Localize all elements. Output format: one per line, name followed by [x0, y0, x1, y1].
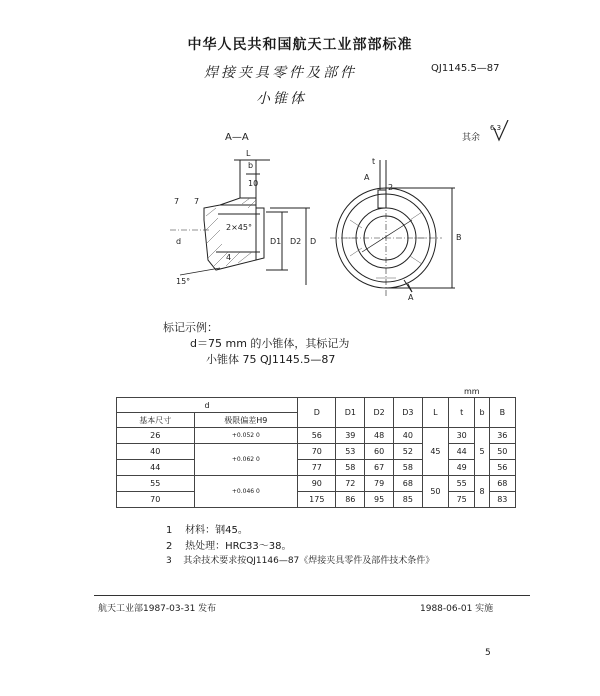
effective-date: 1988-06-01 实施: [420, 604, 494, 614]
header-col: t: [449, 398, 475, 428]
dim-seven-b: 7: [194, 197, 200, 206]
table-row: [117, 492, 516, 508]
cell-D3: 85: [393, 492, 422, 508]
cell-D1: 58: [336, 460, 365, 476]
cell-tol: +0.046 0: [194, 476, 298, 508]
header-col: D3: [393, 398, 422, 428]
cell-D1: 72: [336, 476, 365, 492]
cell-D: 175: [298, 492, 336, 508]
dim-b-right: B: [456, 233, 462, 242]
cell-D2: 60: [365, 444, 394, 460]
cell-t: 75: [449, 492, 475, 508]
cell-L: 45: [422, 428, 448, 476]
note-text: 材料：钢45。: [185, 525, 248, 536]
cell-t: 55: [449, 476, 475, 492]
cell-tol: +0.052 0: [194, 428, 298, 444]
dim-d2: D2: [290, 237, 302, 246]
header-col: D1: [336, 398, 365, 428]
dim-l-top: L: [246, 149, 251, 158]
part-name: 焊接夹具零件及部件: [204, 65, 357, 81]
cell-d: 40: [117, 444, 195, 460]
dim-two: 2: [388, 183, 394, 192]
dim-d1: D1: [270, 237, 282, 246]
header-col: D: [298, 398, 336, 428]
cell-d: 55: [117, 476, 195, 492]
footer-rule: [94, 595, 530, 596]
cell-D: 90: [298, 476, 336, 492]
marking-line-1: d＝75 mm 的小锥体，其标记为: [190, 337, 350, 350]
header-basic: 基本尺寸: [117, 413, 195, 428]
cell-D2: 67: [365, 460, 394, 476]
section-outline: [204, 198, 264, 270]
cell-D2: 79: [365, 476, 394, 492]
header-col: b: [475, 398, 489, 428]
note-number: 3: [166, 556, 172, 566]
spec-table: [116, 397, 516, 508]
header-col: B: [489, 398, 515, 428]
page-number: 5: [485, 648, 491, 658]
cell-D3: 58: [393, 460, 422, 476]
cell-B: 50: [489, 444, 515, 460]
cell-B: 36: [489, 428, 515, 444]
cell-d: 44: [117, 460, 195, 476]
technical-drawing: [150, 120, 520, 320]
cell-D3: 68: [393, 476, 422, 492]
dim-seven-a: 7: [174, 197, 180, 206]
dim-four: 4: [226, 253, 232, 262]
dim-chamfer: 2×45°: [226, 223, 252, 232]
cell-t: 49: [449, 460, 475, 476]
issued-date: 航天工业部1987-03-31 发布: [98, 604, 217, 614]
note-number: 1: [166, 525, 173, 536]
cell-b: 5: [475, 428, 489, 476]
section-mark-a1: A: [364, 173, 370, 182]
cell-D: 77: [298, 460, 336, 476]
cell-D: 70: [298, 444, 336, 460]
header-col: L: [422, 398, 448, 428]
part-subtitle: 小锥体: [256, 91, 307, 107]
cell-B: 83: [489, 492, 515, 508]
cell-D3: 40: [393, 428, 422, 444]
header-col: D2: [365, 398, 394, 428]
note-text: 热处理：HRC33～38。: [185, 541, 292, 552]
cell-D2: 48: [365, 428, 394, 444]
standard-code: QJ1145.5—87: [431, 63, 500, 74]
cell-B: 68: [489, 476, 515, 492]
marking-line-2: 小锥体 75 QJ1145.5—87: [206, 353, 336, 366]
cell-d: 70: [117, 492, 195, 508]
roughness-value: 6.3: [490, 124, 502, 132]
table-row: [117, 460, 516, 476]
roughness-note: 其余: [462, 133, 481, 143]
cell-b: 8: [475, 476, 489, 508]
dim-angle: 15°: [176, 277, 191, 286]
note-number: 2: [166, 541, 173, 552]
note-1: [166, 521, 248, 536]
cell-D3: 52: [393, 444, 422, 460]
standard-header-title: 中华人民共和国航天工业部部标准: [187, 37, 413, 53]
dim-d-big: D: [310, 237, 317, 246]
cell-D: 56: [298, 428, 336, 444]
note-3: [166, 553, 434, 566]
dim-d: d: [176, 237, 182, 246]
section-mark-a2: A: [408, 293, 414, 302]
cell-B: 56: [489, 460, 515, 476]
table-unit: mm: [464, 387, 480, 396]
section-label: A—A: [225, 132, 249, 143]
cell-D1: 39: [336, 428, 365, 444]
cell-t: 30: [449, 428, 475, 444]
table-row: [117, 476, 516, 492]
note-2: [166, 537, 292, 552]
cell-L: 50: [422, 476, 448, 508]
cell-D1: 86: [336, 492, 365, 508]
marking-label: 标记示例：: [163, 321, 218, 334]
header-tolerance: 极限偏差H9: [194, 413, 298, 428]
cell-D2: 95: [365, 492, 394, 508]
cell-d: 26: [117, 428, 195, 444]
header-d: d: [117, 398, 298, 413]
dim-t: t: [372, 157, 376, 166]
cell-tol: +0.062 0: [194, 444, 298, 476]
dim-b: b: [248, 161, 254, 170]
dim-ten: 10: [248, 179, 259, 188]
cell-D1: 53: [336, 444, 365, 460]
note-text: 其余技术要求按QJ1146—87《焊接夹具零件及部件技术条件》: [183, 556, 435, 566]
table-row: [117, 444, 516, 460]
cell-t: 44: [449, 444, 475, 460]
table-row: [117, 428, 516, 444]
